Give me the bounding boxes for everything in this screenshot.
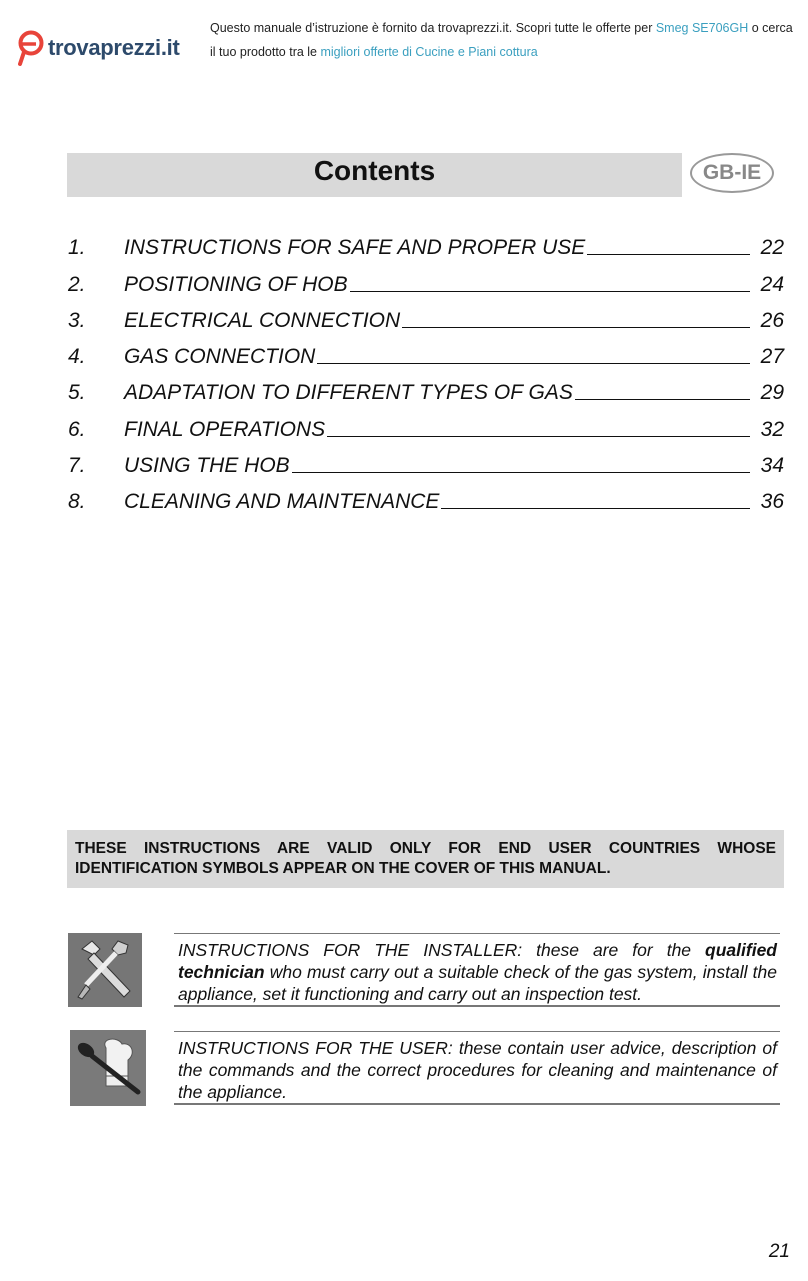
banner-line-2 bbox=[210, 40, 800, 64]
validity-notice: THESE INSTRUCTIONS ARE VALID ONLY FOR END USER COUNTRIES WHOSE IDENTIFICATION SYMBOLS APPEAR ON THE COVER OF THIS MANUAL. bbox=[67, 830, 784, 888]
category-link[interactable]: migliori offerte di Cucine e Piani cottura bbox=[320, 45, 538, 59]
banner-text: Questo manuale d’istruzione è fornito da trovaprezzi.it. Scopri tutte le offerte per bbox=[210, 21, 656, 35]
banner-text: o cerca bbox=[748, 21, 793, 35]
toc-entry[interactable] bbox=[68, 478, 784, 514]
toc-leader-line bbox=[575, 399, 750, 400]
installer-instructions bbox=[174, 933, 780, 1007]
toc-number: 2. bbox=[68, 272, 86, 296]
installer-text: INSTRUCTIONS FOR THE INSTALLER: these are for the bbox=[178, 940, 706, 960]
toc-leader-line bbox=[402, 327, 750, 328]
installer-emphasis: qualified technician bbox=[178, 940, 777, 982]
toc-page: 34 bbox=[760, 454, 784, 478]
toc-page: 29 bbox=[760, 381, 784, 405]
toc-number: 6. bbox=[68, 417, 86, 441]
banner-line-1 bbox=[210, 16, 800, 40]
toc-number: 4. bbox=[68, 345, 86, 369]
toc-leader-line bbox=[441, 508, 750, 509]
toc-title: ELECTRICAL CONNECTION bbox=[124, 308, 401, 332]
product-link[interactable]: Smeg SE706GH bbox=[655, 21, 749, 35]
toc-page: 32 bbox=[760, 417, 784, 441]
toc-entry[interactable] bbox=[68, 260, 784, 296]
toc-title: INSTRUCTIONS FOR SAFE AND PROPER USE bbox=[124, 236, 586, 260]
header-banner bbox=[210, 16, 800, 64]
toc-number: 8. bbox=[68, 490, 86, 514]
toc-title: POSITIONING OF HOB bbox=[124, 272, 348, 296]
installer-icon-box bbox=[68, 933, 142, 1007]
page-number: 21 bbox=[768, 1241, 790, 1262]
table-of-contents bbox=[68, 224, 784, 514]
toc-leader-line bbox=[350, 291, 750, 292]
logo-text: trovaprezzi.it bbox=[48, 35, 180, 60]
toc-entry[interactable] bbox=[68, 442, 784, 478]
spoon-chef-hat-icon bbox=[70, 1030, 146, 1106]
toc-leader-line bbox=[317, 363, 750, 364]
toc-entry[interactable] bbox=[68, 297, 784, 333]
price-tag-icon bbox=[18, 30, 44, 66]
user-icon-box bbox=[70, 1030, 146, 1106]
page-title: Contents bbox=[67, 153, 682, 197]
toc-title: USING THE HOB bbox=[124, 454, 290, 478]
toc-title: FINAL OPERATIONS bbox=[124, 417, 326, 441]
toc-entry[interactable] bbox=[68, 369, 784, 405]
toc-number: 5. bbox=[68, 381, 86, 405]
toc-page: 27 bbox=[760, 345, 784, 369]
trovaprezzi-logo[interactable] bbox=[18, 30, 180, 66]
toc-page: 36 bbox=[760, 490, 784, 514]
toc-title: ADAPTATION TO DIFFERENT TYPES OF GAS bbox=[124, 381, 573, 405]
installer-text: who must carry out a suitable check of the gas system, install the appliance, set it functioning and carry out an inspection test. bbox=[178, 962, 777, 1004]
toc-entry[interactable] bbox=[68, 224, 784, 260]
toc-leader-line bbox=[587, 254, 750, 255]
toc-entry[interactable] bbox=[68, 405, 784, 441]
toc-entry[interactable] bbox=[68, 333, 784, 369]
banner-text: il tuo prodotto tra le bbox=[210, 45, 321, 59]
toc-page: 22 bbox=[760, 236, 784, 260]
toc-leader-line bbox=[327, 436, 750, 437]
toc-leader-line bbox=[292, 472, 750, 473]
country-badge: GB-IE bbox=[690, 153, 774, 193]
toc-page: 24 bbox=[760, 272, 784, 296]
toc-number: 7. bbox=[68, 454, 86, 478]
toc-page: 26 bbox=[760, 308, 784, 332]
toc-title: GAS CONNECTION bbox=[124, 345, 316, 369]
user-instructions: INSTRUCTIONS FOR THE USER: these contain user advice, description of the commands and the correct procedures for cleaning and maintenance of the appliance. bbox=[174, 1031, 780, 1105]
wrench-screwdriver-icon bbox=[68, 933, 142, 1007]
toc-title: CLEANING AND MAINTENANCE bbox=[124, 490, 440, 514]
toc-number: 3. bbox=[68, 308, 86, 332]
toc-number: 1. bbox=[68, 236, 86, 260]
